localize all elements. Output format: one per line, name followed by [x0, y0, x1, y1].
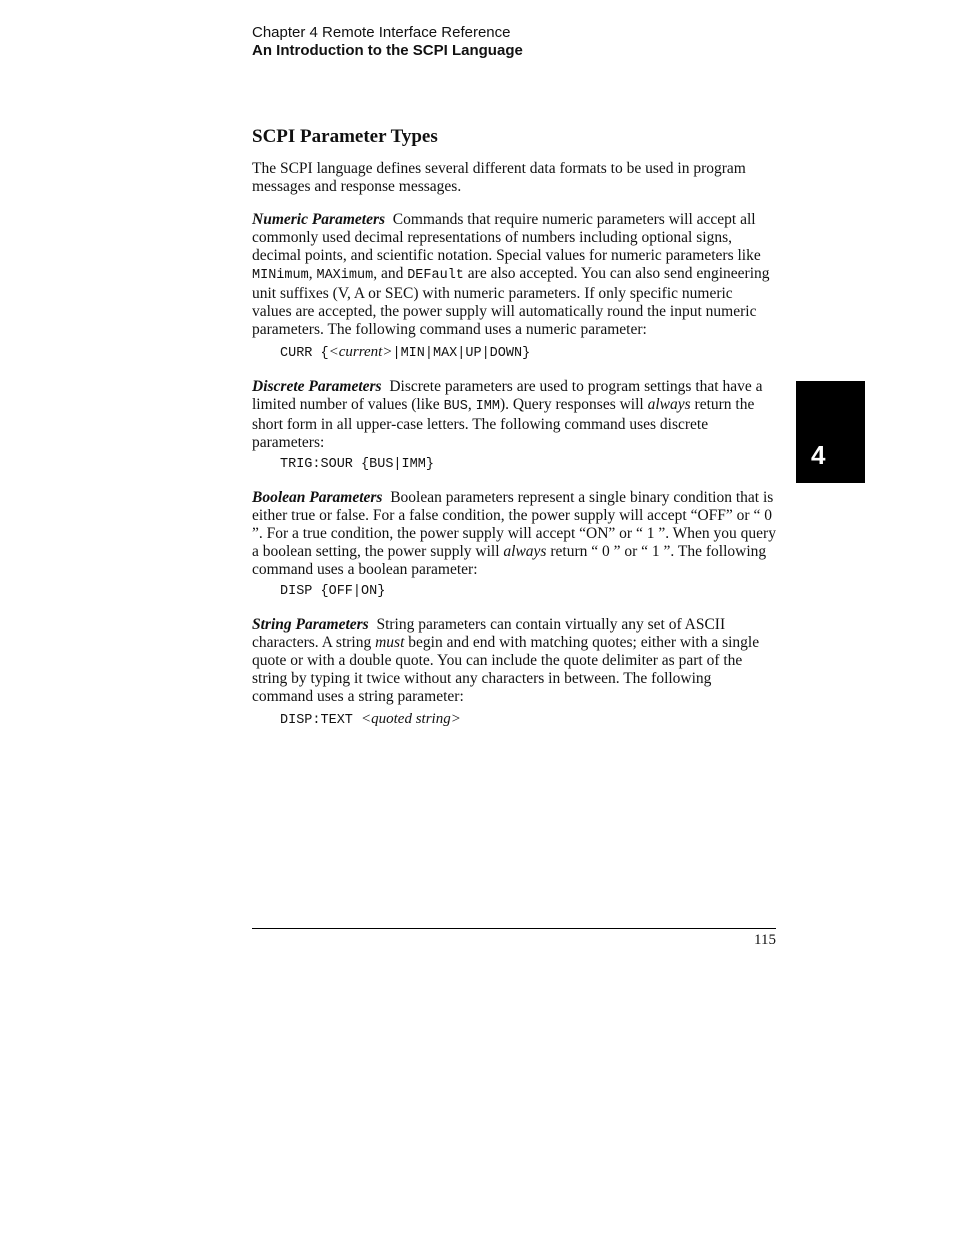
numeric-term: Numeric Parameters — [252, 211, 386, 228]
numeric-text-2: are also accepted. You can also send engineering unit suffixes (V, A or SEC) with numeric parameters. If only specific numeric values are accepted, the power supply will automatically round the input numeric parameters. The following command uses a numeric parameter: — [252, 265, 770, 338]
string-emphasis: must — [375, 634, 405, 651]
chapter-title: Chapter 4 Remote Interface Reference — [252, 24, 511, 41]
numeric-code-example: CURR {<current>|MIN|MAX|UP|DOWN} — [280, 344, 531, 361]
page-content — [252, 124, 776, 730]
discrete-kw-bus: BUS — [443, 399, 468, 414]
boolean-term: Boolean Parameters — [252, 489, 383, 506]
numeric-kw-minimum: MINimum — [252, 268, 309, 283]
chapter-tab — [796, 381, 865, 483]
page-title: SCPI Parameter Types — [252, 126, 438, 147]
numeric-kw-default: DEFault — [407, 268, 464, 283]
numeric-kw-maximum: MAXimum — [316, 268, 374, 283]
numeric-paragraph: Numeric Parameters Commands that require numeric parameters will accept all commonly used decimal representations of numbers including optional signs, decimal points, and scientific notation. Special values for numeric parameters like MINimum, MAXimum, and DEFault are also accepted. You can also send engineering unit suffixes (V, A or SEC) with numeric parameters. If only specific numeric values are accepted, the power supply will automatically round the input numeric parameters. The following command uses a numeric parameter: — [252, 211, 770, 338]
boolean-code-example: DISP {OFF|ON} — [280, 584, 386, 599]
chapter-tab-number: 4 — [811, 440, 826, 470]
discrete-paragraph: Discrete Parameters Discrete parameters are used to program settings that have a limited number of values (like BUS, IMM). Query responses will always return the short form in all upper-case letters. The following command uses discrete parameters: — [252, 378, 763, 451]
boolean-emphasis: always — [503, 543, 547, 560]
discrete-code-example: TRIG:SOUR {BUS|IMM} — [280, 457, 434, 472]
running-header — [252, 24, 523, 60]
footer-rule — [252, 928, 776, 929]
numeric-text-1: Commands that require numeric parameters will accept all commonly used decimal representations of numbers including optional signs, decimal points, and scientific notation. Special values for numeric parameters like — [252, 211, 761, 264]
string-term: String Parameters — [252, 616, 369, 633]
discrete-emphasis: always — [647, 396, 691, 413]
string-code-example: DISP:TEXT <quoted string> — [280, 711, 461, 728]
intro-paragraph: The SCPI language defines several different data formats to be used in program messages and response messages. — [252, 160, 746, 195]
page-number: 115 — [754, 932, 776, 948]
string-paragraph: String Parameters String parameters can contain virtually any set of ASCII characters. A string must begin and end with matching quotes; either with a single quote or with a double quote. You can include the quote delimiter as part of the string by typing it twice without any characters in between. The following command uses a string parameter: — [252, 616, 760, 705]
discrete-kw-imm: IMM — [475, 399, 500, 414]
discrete-term: Discrete Parameters — [252, 378, 382, 395]
section-title: An Introduction to the SCPI Language — [252, 42, 523, 59]
boolean-paragraph: Boolean Parameters Boolean parameters represent a single binary condition that is either true or false. For a false condition, the power supply will accept “OFF” or “ 0 ”. For a true condition, the power supply will accept “ON” or “ 1 ”. When you query a boolean setting, the power supply will always return “ 0 ” or “ 1 ”. The following command uses a boolean parameter: — [252, 489, 776, 578]
